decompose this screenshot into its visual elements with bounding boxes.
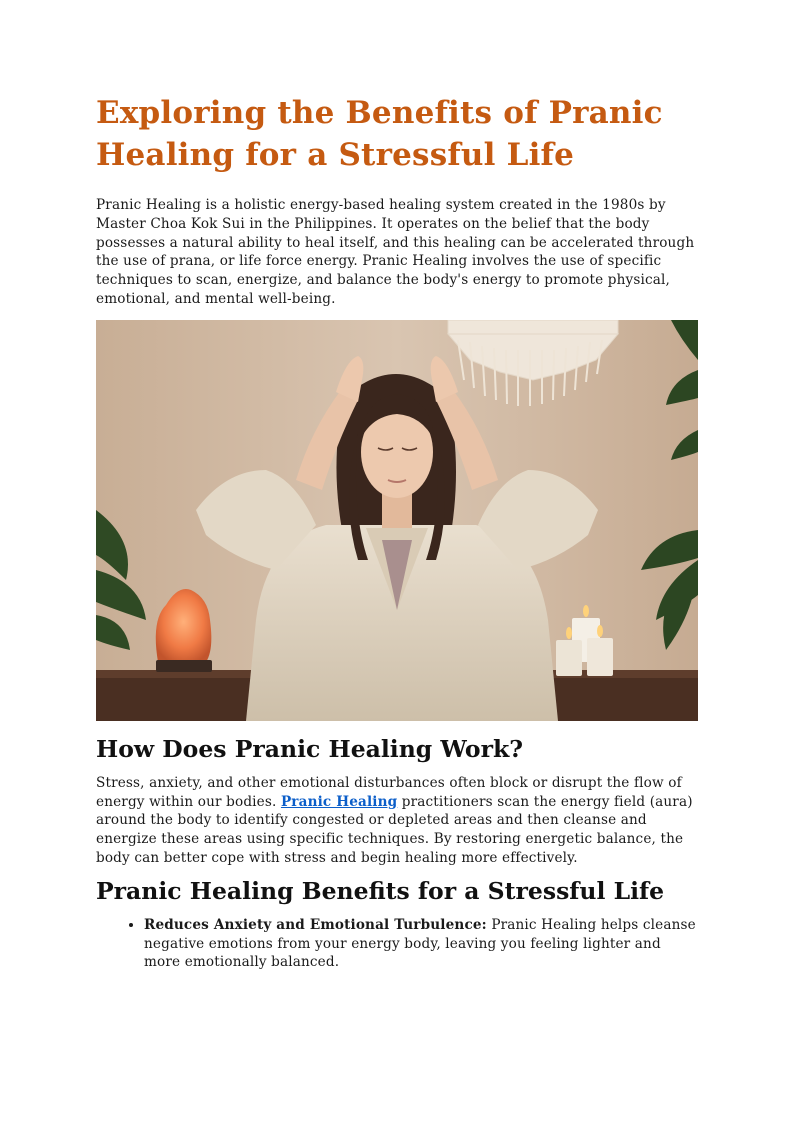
list-item	[144, 916, 698, 972]
paragraph-text: practitioners scan the energy field (aura) around the body to identify congested or depleted areas and then cleanse and energize these areas using specific techniques. By restoring energetic balance, the body can better cope with stress and begin healing more effectively.	[96, 793, 693, 866]
section-heading-how-it-works: How Does Pranic Healing Work?	[96, 734, 524, 763]
benefit-title: Reduces Anxiety and Emotional Turbulence:	[144, 916, 487, 933]
pranic-healing-link[interactable]: Pranic Healing	[280, 793, 398, 810]
meditation-photo	[96, 320, 698, 721]
paragraph-text: Stress, anxiety, and other emotional disturbances often block or disrupt the flow of energy within our bodies.	[96, 774, 682, 810]
intro-paragraph: Pranic Healing is a holistic energy-based healing system created in the 1980s by Master Choa Kok Sui in the Philippines. It operates on the belief that the body possesses a natural ability to heal itself, and this healing can be accelerated through the use of prana, or life force energy. Pranic Healing involves the use of specific techniques to scan, energize, and balance the body's energy to promote physical, emotional, and mental well-being.	[96, 197, 695, 307]
section-heading-benefits: Pranic Healing Benefits for a Stressful Life	[96, 876, 665, 905]
page-title: Exploring the Benefits of Pranic Healing for a Stressful Life	[96, 95, 663, 173]
how-it-works-paragraph	[96, 774, 698, 868]
document-page	[96, 92, 698, 972]
hero-image	[96, 320, 698, 721]
benefit-text: Pranic Healing helps cleanse negative emotions from your energy body, leaving you feeling lighter and more emotionally balanced.	[144, 916, 696, 971]
benefits-list	[96, 916, 698, 972]
